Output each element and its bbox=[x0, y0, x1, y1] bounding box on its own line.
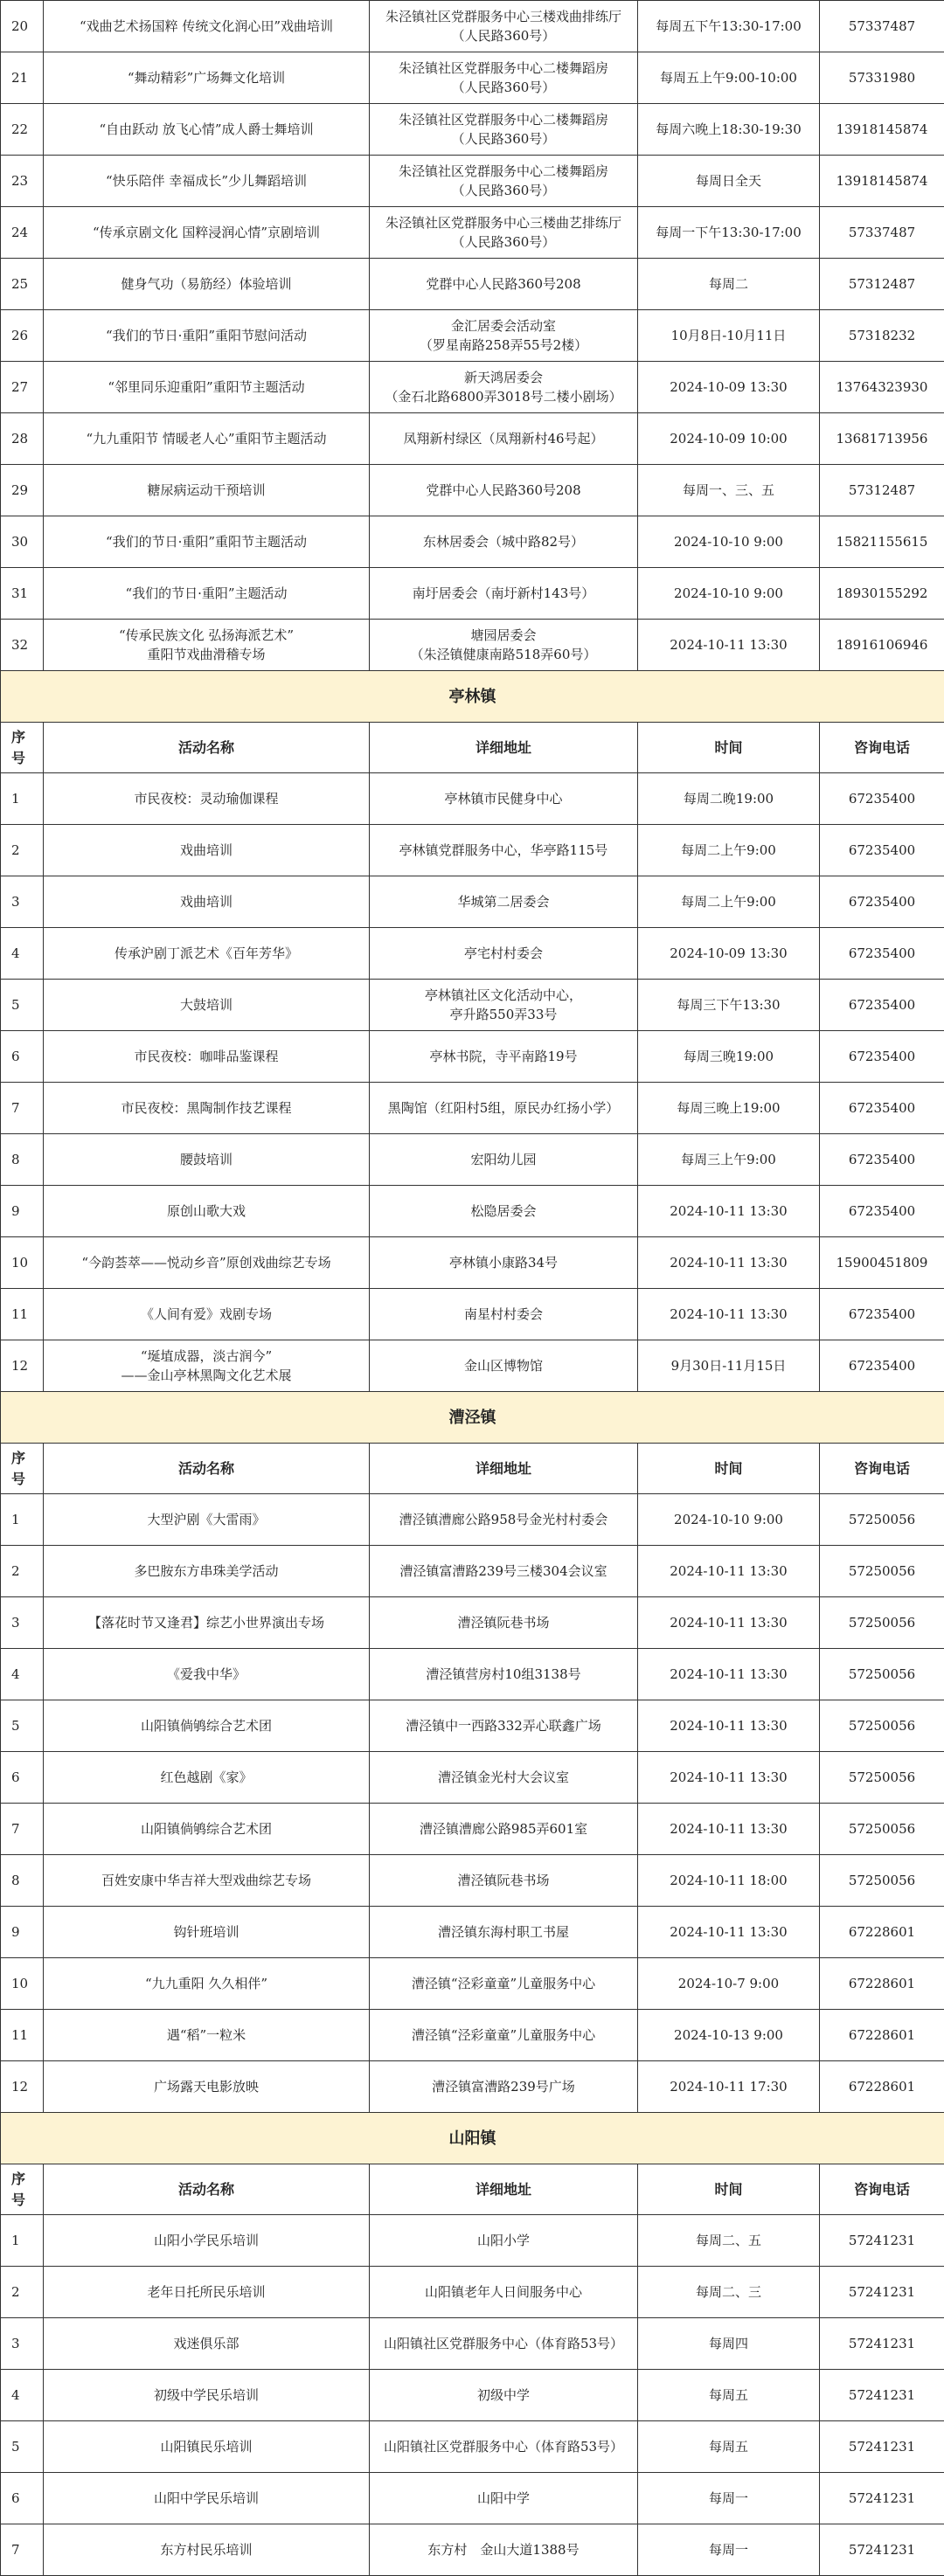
activity-address: 漕泾镇“泾彩童童”儿童服务中心 bbox=[370, 1958, 638, 2010]
contact-phone: 57241231 bbox=[820, 2318, 944, 2370]
table-row bbox=[1, 2267, 944, 2318]
contact-phone: 57241231 bbox=[820, 2421, 944, 2473]
contact-phone: 67228601 bbox=[820, 1958, 944, 2010]
row-number: 1 bbox=[1, 1494, 44, 1546]
row-number: 3 bbox=[1, 876, 44, 928]
activity-address: 新天鸿居委会 （金石北路6800弄3018号二楼小剧场） bbox=[370, 362, 638, 413]
activity-time: 10月8日-10月11日 bbox=[638, 310, 820, 362]
row-number: 3 bbox=[1, 1597, 44, 1649]
row-number: 23 bbox=[1, 156, 44, 207]
activity-time: 每周三下午13:30 bbox=[638, 980, 820, 1031]
row-number: 8 bbox=[1, 1134, 44, 1186]
activity-name: 老年日托所民乐培训 bbox=[44, 2267, 370, 2318]
table-row bbox=[1, 928, 944, 980]
activity-time: 2024-10-11 13:30 bbox=[638, 1907, 820, 1958]
table-row bbox=[1, 1855, 944, 1907]
activity-address: 东林居委会（城中路82号） bbox=[370, 516, 638, 568]
contact-phone: 57312487 bbox=[820, 465, 944, 516]
header-no: 序号 bbox=[1, 723, 44, 773]
contact-phone: 13918145874 bbox=[820, 104, 944, 156]
column-header-row bbox=[1, 2164, 944, 2215]
table-row bbox=[1, 2318, 944, 2370]
column-header-row bbox=[1, 1444, 944, 1494]
contact-phone: 67235400 bbox=[820, 773, 944, 825]
activity-time: 每周三上午9:00 bbox=[638, 1134, 820, 1186]
activity-address: 亭林镇市民健身中心 bbox=[370, 773, 638, 825]
activity-time: 2024-10-7 9:00 bbox=[638, 1958, 820, 2010]
contact-phone: 13681713956 bbox=[820, 413, 944, 465]
activity-name: “快乐陪伴 幸福成长”少儿舞蹈培训 bbox=[44, 156, 370, 207]
activity-name: 传承沪剧丁派艺术《百年芳华》 bbox=[44, 928, 370, 980]
header-phone: 咨询电话 bbox=[820, 723, 944, 773]
row-number: 7 bbox=[1, 1083, 44, 1134]
activity-time: 2024-10-09 13:30 bbox=[638, 928, 820, 980]
activity-address: 朱泾镇社区党群服务中心三楼曲艺排练厅 （人民路360号） bbox=[370, 207, 638, 259]
contact-phone: 67235400 bbox=[820, 1289, 944, 1340]
activity-address: 党群中心人民路360号208 bbox=[370, 465, 638, 516]
table-row bbox=[1, 207, 944, 259]
activity-address: 亭林书院，寺平南路19号 bbox=[370, 1031, 638, 1083]
table-row bbox=[1, 1237, 944, 1289]
activity-name: 大型沪剧《大雷雨》 bbox=[44, 1494, 370, 1546]
activity-name: 遇“稻”一粒米 bbox=[44, 2010, 370, 2061]
activity-name: 山阳镇民乐培训 bbox=[44, 2421, 370, 2473]
activity-time: 9月30日-11月15日 bbox=[638, 1340, 820, 1392]
activity-address: 宏阳幼儿园 bbox=[370, 1134, 638, 1186]
activity-address: 漕泾镇富漕路239号三楼304会议室 bbox=[370, 1546, 638, 1597]
activity-name: “舞动精彩”广场舞文化培训 bbox=[44, 52, 370, 104]
header-address: 详细地址 bbox=[370, 1444, 638, 1494]
activity-time: 每周一 bbox=[638, 2524, 820, 2576]
table-row bbox=[1, 876, 944, 928]
contact-phone: 57337487 bbox=[820, 1, 944, 52]
row-number: 6 bbox=[1, 1031, 44, 1083]
table-row bbox=[1, 52, 944, 104]
table-row bbox=[1, 465, 944, 516]
row-number: 10 bbox=[1, 1237, 44, 1289]
activity-name: 市民夜校：灵动瑜伽课程 bbox=[44, 773, 370, 825]
table-row bbox=[1, 620, 944, 671]
activity-address: 南星村村委会 bbox=[370, 1289, 638, 1340]
row-number: 30 bbox=[1, 516, 44, 568]
activity-name: “我们的节日·重阳”重阳节慰问活动 bbox=[44, 310, 370, 362]
table-row bbox=[1, 568, 944, 620]
section-title: 漕泾镇 bbox=[1, 1392, 944, 1444]
activity-time: 2024-10-11 13:30 bbox=[638, 1546, 820, 1597]
table-row bbox=[1, 2010, 944, 2061]
row-number: 12 bbox=[1, 2061, 44, 2113]
row-number: 4 bbox=[1, 928, 44, 980]
row-number: 4 bbox=[1, 1649, 44, 1700]
activity-time: 每周一下午13:30-17:00 bbox=[638, 207, 820, 259]
table-row bbox=[1, 1134, 944, 1186]
contact-phone: 57241231 bbox=[820, 2267, 944, 2318]
activity-time: 2024-10-11 17:30 bbox=[638, 2061, 820, 2113]
activity-time: 每周二、三 bbox=[638, 2267, 820, 2318]
activity-address: 松隐居委会 bbox=[370, 1186, 638, 1237]
table-row bbox=[1, 104, 944, 156]
activity-address: 漕泾镇营房村10组3138号 bbox=[370, 1649, 638, 1700]
activity-name: 东方村民乐培训 bbox=[44, 2524, 370, 2576]
activity-name: 百姓安康中华吉祥大型戏曲综艺专场 bbox=[44, 1855, 370, 1907]
row-number: 28 bbox=[1, 413, 44, 465]
contact-phone: 57250056 bbox=[820, 1855, 944, 1907]
contact-phone: 57241231 bbox=[820, 2215, 944, 2267]
activity-address: 亭林镇小康路34号 bbox=[370, 1237, 638, 1289]
activity-time: 每周三晚上19:00 bbox=[638, 1083, 820, 1134]
row-number: 11 bbox=[1, 2010, 44, 2061]
header-no: 序号 bbox=[1, 1444, 44, 1494]
contact-phone: 57312487 bbox=[820, 259, 944, 310]
contact-phone: 67235400 bbox=[820, 1134, 944, 1186]
contact-phone: 13764323930 bbox=[820, 362, 944, 413]
table-row bbox=[1, 413, 944, 465]
activity-time: 每周日全天 bbox=[638, 156, 820, 207]
row-number: 22 bbox=[1, 104, 44, 156]
row-number: 7 bbox=[1, 1804, 44, 1855]
activity-address: 南圩居委会（南圩新村143号） bbox=[370, 568, 638, 620]
activity-time: 每周一 bbox=[638, 2473, 820, 2524]
activity-time: 每周三晚19:00 bbox=[638, 1031, 820, 1083]
table-row bbox=[1, 1, 944, 52]
activity-address: 朱泾镇社区党群服务中心二楼舞蹈房 （人民路360号） bbox=[370, 52, 638, 104]
section-title: 亭林镇 bbox=[1, 671, 944, 723]
activity-time: 每周五 bbox=[638, 2370, 820, 2421]
table-row bbox=[1, 773, 944, 825]
activity-address: 亭林镇社区文化活动中心， 亭升路550弄33号 bbox=[370, 980, 638, 1031]
activity-name: 山阳镇倘鸲综合艺术团 bbox=[44, 1700, 370, 1752]
row-number: 9 bbox=[1, 1907, 44, 1958]
table-row bbox=[1, 1340, 944, 1392]
table-row bbox=[1, 1186, 944, 1237]
activity-name: “九九重阳节 情暖老人心”重阳节主题活动 bbox=[44, 413, 370, 465]
activity-time: 每周六晚上18:30-19:30 bbox=[638, 104, 820, 156]
table-row bbox=[1, 1546, 944, 1597]
activity-time: 每周二、五 bbox=[638, 2215, 820, 2267]
contact-phone: 18930155292 bbox=[820, 568, 944, 620]
activity-name: 原创山歌大戏 bbox=[44, 1186, 370, 1237]
row-number: 5 bbox=[1, 1700, 44, 1752]
row-number: 2 bbox=[1, 2267, 44, 2318]
contact-phone: 57250056 bbox=[820, 1752, 944, 1804]
activity-address: 金汇居委会活动室 （罗星南路258弄55号2楼） bbox=[370, 310, 638, 362]
activity-name: 戏曲培训 bbox=[44, 825, 370, 876]
contact-phone: 67235400 bbox=[820, 1031, 944, 1083]
table-row bbox=[1, 1752, 944, 1804]
activity-name: 多巴胺东方串珠美学活动 bbox=[44, 1546, 370, 1597]
header-no: 序号 bbox=[1, 2164, 44, 2215]
row-number: 5 bbox=[1, 2421, 44, 2473]
activity-address: 漕泾镇“泾彩童童”儿童服务中心 bbox=[370, 2010, 638, 2061]
activity-address: 山阳镇社区党群服务中心（体育路53号） bbox=[370, 2421, 638, 2473]
activity-name: “邻里同乐迎重阳”重阳节主题活动 bbox=[44, 362, 370, 413]
activity-address: 凤翔新村绿区（凤翔新村46号起） bbox=[370, 413, 638, 465]
table-row bbox=[1, 2370, 944, 2421]
contact-phone: 57250056 bbox=[820, 1804, 944, 1855]
activity-time: 每周二上午9:00 bbox=[638, 825, 820, 876]
table-row bbox=[1, 2215, 944, 2267]
contact-phone: 18916106946 bbox=[820, 620, 944, 671]
table-row bbox=[1, 1907, 944, 1958]
activity-address: 山阳中学 bbox=[370, 2473, 638, 2524]
activity-name: 山阳小学民乐培训 bbox=[44, 2215, 370, 2267]
activity-address: 亭宅村村委会 bbox=[370, 928, 638, 980]
row-number: 4 bbox=[1, 2370, 44, 2421]
contact-phone: 13918145874 bbox=[820, 156, 944, 207]
activity-name: 山阳镇倘鸲综合艺术团 bbox=[44, 1804, 370, 1855]
activity-name: 市民夜校：咖啡品鉴课程 bbox=[44, 1031, 370, 1083]
activity-address: 朱泾镇社区党群服务中心三楼戏曲排练厅 （人民路360号） bbox=[370, 1, 638, 52]
header-phone: 咨询电话 bbox=[820, 1444, 944, 1494]
activity-address: 山阳小学 bbox=[370, 2215, 638, 2267]
activity-name: “传承京剧文化 国粹浸润心情”京剧培训 bbox=[44, 207, 370, 259]
row-number: 9 bbox=[1, 1186, 44, 1237]
activity-address: 朱泾镇社区党群服务中心二楼舞蹈房 （人民路360号） bbox=[370, 104, 638, 156]
header-name: 活动名称 bbox=[44, 1444, 370, 1494]
activity-time: 2024-10-10 9:00 bbox=[638, 1494, 820, 1546]
activity-name: “戏曲艺术扬国粹 传统文化润心田”戏曲培训 bbox=[44, 1, 370, 52]
activity-name: 《爱我中华》 bbox=[44, 1649, 370, 1700]
table-row bbox=[1, 362, 944, 413]
contact-phone: 67228601 bbox=[820, 2061, 944, 2113]
activity-address: 漕泾镇中一西路332弄心联鑫广场 bbox=[370, 1700, 638, 1752]
activity-time: 2024-10-11 13:30 bbox=[638, 1597, 820, 1649]
activity-name: 初级中学民乐培训 bbox=[44, 2370, 370, 2421]
table-row bbox=[1, 1958, 944, 2010]
row-number: 27 bbox=[1, 362, 44, 413]
row-number: 21 bbox=[1, 52, 44, 104]
row-number: 5 bbox=[1, 980, 44, 1031]
header-time: 时间 bbox=[638, 2164, 820, 2215]
activity-time: 2024-10-11 18:00 bbox=[638, 1855, 820, 1907]
row-number: 29 bbox=[1, 465, 44, 516]
activity-name: 糖尿病运动干预培训 bbox=[44, 465, 370, 516]
activity-time: 2024-10-11 13:30 bbox=[638, 1649, 820, 1700]
contact-phone: 67235400 bbox=[820, 876, 944, 928]
table-row bbox=[1, 2421, 944, 2473]
contact-phone: 67228601 bbox=[820, 1907, 944, 1958]
activity-address: 塘园居委会 （朱泾镇健康南路518弄60号） bbox=[370, 620, 638, 671]
table-row bbox=[1, 1804, 944, 1855]
row-number: 10 bbox=[1, 1958, 44, 2010]
table-row bbox=[1, 825, 944, 876]
activity-address: 漕泾镇漕廊公路958号金光村村委会 bbox=[370, 1494, 638, 1546]
activity-time: 每周五下午13:30-17:00 bbox=[638, 1, 820, 52]
activity-time: 2024-10-11 13:30 bbox=[638, 1700, 820, 1752]
table-row bbox=[1, 2061, 944, 2113]
row-number: 1 bbox=[1, 2215, 44, 2267]
section-header bbox=[1, 671, 944, 723]
table-row bbox=[1, 1083, 944, 1134]
contact-phone: 67235400 bbox=[820, 1340, 944, 1392]
activity-time: 每周二上午9:00 bbox=[638, 876, 820, 928]
activity-name: 腰鼓培训 bbox=[44, 1134, 370, 1186]
row-number: 1 bbox=[1, 773, 44, 825]
row-number: 3 bbox=[1, 2318, 44, 2370]
contact-phone: 57241231 bbox=[820, 2370, 944, 2421]
section-header bbox=[1, 1392, 944, 1444]
activity-name: 钩针班培训 bbox=[44, 1907, 370, 1958]
activity-time: 2024-10-11 13:30 bbox=[638, 1186, 820, 1237]
header-name: 活动名称 bbox=[44, 2164, 370, 2215]
table-row bbox=[1, 1494, 944, 1546]
contact-phone: 67235400 bbox=[820, 1083, 944, 1134]
activity-address: 党群中心人民路360号208 bbox=[370, 259, 638, 310]
activity-name: 大鼓培训 bbox=[44, 980, 370, 1031]
activity-name: “我们的节日·重阳”重阳节主题活动 bbox=[44, 516, 370, 568]
contact-phone: 15900451809 bbox=[820, 1237, 944, 1289]
activity-name: 红色越剧《家》 bbox=[44, 1752, 370, 1804]
activity-name: “埏埴成器，淡古润今” ——金山亭林黑陶文化艺术展 bbox=[44, 1340, 370, 1392]
activity-time: 2024-10-11 13:30 bbox=[638, 620, 820, 671]
section-header bbox=[1, 2113, 944, 2164]
activity-name: 戏迷俱乐部 bbox=[44, 2318, 370, 2370]
activity-address: 漕泾镇漕廊公路985弄601室 bbox=[370, 1804, 638, 1855]
contact-phone: 57250056 bbox=[820, 1597, 944, 1649]
activity-address: 东方村 金山大道1388号 bbox=[370, 2524, 638, 2576]
column-header-row bbox=[1, 723, 944, 773]
activity-name: 广场露天电影放映 bbox=[44, 2061, 370, 2113]
activity-address: 漕泾镇阮巷书场 bbox=[370, 1855, 638, 1907]
activity-time: 每周二 bbox=[638, 259, 820, 310]
row-number: 24 bbox=[1, 207, 44, 259]
header-time: 时间 bbox=[638, 1444, 820, 1494]
header-name: 活动名称 bbox=[44, 723, 370, 773]
contact-phone: 15821155615 bbox=[820, 516, 944, 568]
activity-address: 山阳镇老年人日间服务中心 bbox=[370, 2267, 638, 2318]
activity-time: 每周五 bbox=[638, 2421, 820, 2473]
activity-name: 【落花时节又逢君】综艺小世界演出专场 bbox=[44, 1597, 370, 1649]
activity-name: “九九重阳 久久相伴” bbox=[44, 1958, 370, 2010]
contact-phone: 67228601 bbox=[820, 2010, 944, 2061]
contact-phone: 67235400 bbox=[820, 825, 944, 876]
row-number: 11 bbox=[1, 1289, 44, 1340]
activity-address: 朱泾镇社区党群服务中心二楼舞蹈房 （人民路360号） bbox=[370, 156, 638, 207]
header-phone: 咨询电话 bbox=[820, 2164, 944, 2215]
row-number: 2 bbox=[1, 1546, 44, 1597]
row-number: 6 bbox=[1, 2473, 44, 2524]
contact-phone: 57250056 bbox=[820, 1546, 944, 1597]
table-row bbox=[1, 2473, 944, 2524]
activity-time: 2024-10-13 9:00 bbox=[638, 2010, 820, 2061]
contact-phone: 57318232 bbox=[820, 310, 944, 362]
activity-time: 2024-10-11 13:30 bbox=[638, 1804, 820, 1855]
activity-time: 每周二晚19:00 bbox=[638, 773, 820, 825]
activity-name: “我们的节日·重阳”主题活动 bbox=[44, 568, 370, 620]
row-number: 32 bbox=[1, 620, 44, 671]
row-number: 2 bbox=[1, 825, 44, 876]
activity-address: 黑陶馆（红阳村5组，原民办红扬小学） bbox=[370, 1083, 638, 1134]
row-number: 25 bbox=[1, 259, 44, 310]
contact-phone: 57250056 bbox=[820, 1494, 944, 1546]
contact-phone: 57241231 bbox=[820, 2524, 944, 2576]
table-row bbox=[1, 980, 944, 1031]
table-row bbox=[1, 156, 944, 207]
activity-address: 漕泾镇东海村职工书屋 bbox=[370, 1907, 638, 1958]
row-number: 20 bbox=[1, 1, 44, 52]
activity-address: 山阳镇社区党群服务中心（体育路53号） bbox=[370, 2318, 638, 2370]
row-number: 6 bbox=[1, 1752, 44, 1804]
activity-address: 漕泾镇富漕路239号广场 bbox=[370, 2061, 638, 2113]
activity-address: 初级中学 bbox=[370, 2370, 638, 2421]
activity-time: 每周五上午9:00-10:00 bbox=[638, 52, 820, 104]
header-address: 详细地址 bbox=[370, 2164, 638, 2215]
table-row bbox=[1, 516, 944, 568]
contact-phone: 57331980 bbox=[820, 52, 944, 104]
header-time: 时间 bbox=[638, 723, 820, 773]
row-number: 31 bbox=[1, 568, 44, 620]
activity-address: 金山区博物馆 bbox=[370, 1340, 638, 1392]
table-row bbox=[1, 259, 944, 310]
header-address: 详细地址 bbox=[370, 723, 638, 773]
activity-name: “今韵荟萃——悦动乡音”原创戏曲综艺专场 bbox=[44, 1237, 370, 1289]
activity-name: 《人间有爱》戏剧专场 bbox=[44, 1289, 370, 1340]
row-number: 26 bbox=[1, 310, 44, 362]
activity-address: 华城第二居委会 bbox=[370, 876, 638, 928]
row-number: 12 bbox=[1, 1340, 44, 1392]
activity-time: 2024-10-09 13:30 bbox=[638, 362, 820, 413]
table-row bbox=[1, 1649, 944, 1700]
table-row bbox=[1, 1289, 944, 1340]
contact-phone: 67235400 bbox=[820, 928, 944, 980]
row-number: 7 bbox=[1, 2524, 44, 2576]
section-title: 山阳镇 bbox=[1, 2113, 944, 2164]
row-number: 8 bbox=[1, 1855, 44, 1907]
activity-name: 健身气功（易筋经）体验培训 bbox=[44, 259, 370, 310]
contact-phone: 57250056 bbox=[820, 1700, 944, 1752]
contact-phone: 57250056 bbox=[820, 1649, 944, 1700]
activity-address: 漕泾镇金光村大会议室 bbox=[370, 1752, 638, 1804]
table-row bbox=[1, 310, 944, 362]
activity-time: 2024-10-11 13:30 bbox=[638, 1237, 820, 1289]
activity-time: 2024-10-11 13:30 bbox=[638, 1289, 820, 1340]
activity-time: 每周一、三、五 bbox=[638, 465, 820, 516]
activity-time: 2024-10-10 9:00 bbox=[638, 516, 820, 568]
contact-phone: 67235400 bbox=[820, 980, 944, 1031]
table-row bbox=[1, 1700, 944, 1752]
activity-time: 2024-10-09 10:00 bbox=[638, 413, 820, 465]
activity-time: 2024-10-10 9:00 bbox=[638, 568, 820, 620]
activity-name: 山阳中学民乐培训 bbox=[44, 2473, 370, 2524]
activity-name: 戏曲培训 bbox=[44, 876, 370, 928]
table-row bbox=[1, 1597, 944, 1649]
activity-address: 漕泾镇阮巷书场 bbox=[370, 1597, 638, 1649]
activity-name: 市民夜校：黑陶制作技艺课程 bbox=[44, 1083, 370, 1134]
activity-address: 亭林镇党群服务中心，华亭路115号 bbox=[370, 825, 638, 876]
contact-phone: 57241231 bbox=[820, 2473, 944, 2524]
activity-time: 2024-10-11 13:30 bbox=[638, 1752, 820, 1804]
activity-name: “传承民族文化 弘扬海派艺术” 重阳节戏曲滑稽专场 bbox=[44, 620, 370, 671]
table-row bbox=[1, 1031, 944, 1083]
contact-phone: 57337487 bbox=[820, 207, 944, 259]
activity-time: 每周四 bbox=[638, 2318, 820, 2370]
contact-phone: 67235400 bbox=[820, 1186, 944, 1237]
activity-name: “自由跃动 放飞心情”成人爵士舞培训 bbox=[44, 104, 370, 156]
